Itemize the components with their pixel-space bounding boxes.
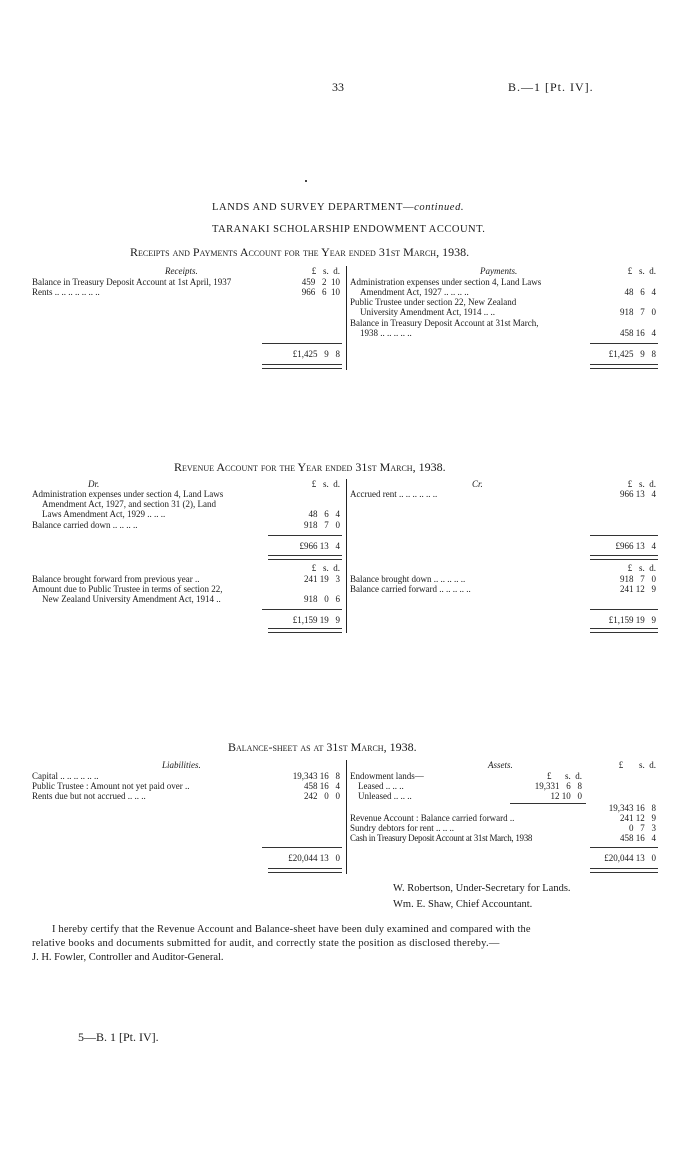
unleased-amount: 12 10 0 — [550, 791, 582, 801]
receipts-payments-title: Receipts and Payments Account for the Year ended 31st March, 1938. — [130, 245, 470, 259]
receipts-currency-head: £ s. d. — [311, 266, 340, 276]
total-rule — [262, 343, 342, 344]
double-rule — [268, 868, 342, 873]
column-divider — [346, 479, 347, 633]
column-divider — [346, 760, 347, 874]
receipt-label: Balance in Treasury Deposit Account at 1st April, 1937 — [32, 277, 232, 287]
cr-item-amount: 241 12 9 — [620, 584, 656, 594]
payment-label: 1938 .. .. .. .. .. — [360, 328, 412, 338]
dr-item-label: New Zealand University Amendment Act, 1914 .. — [42, 594, 221, 604]
liability-label: Public Trustee : Amount not yet paid over .. — [32, 781, 190, 791]
total-rule — [590, 847, 658, 848]
column-divider — [346, 266, 347, 370]
payment-label: Amendment Act, 1927 .. .. .. .. — [360, 287, 469, 297]
liability-amount: 242 0 0 — [304, 791, 340, 801]
total-rule — [590, 343, 658, 344]
department-heading: LANDS AND SURVEY DEPARTMENT—continued. — [212, 202, 465, 213]
page-number: 33 — [332, 80, 344, 94]
certification-line: relative books and documents submitted for audit, and correctly state the position as disclosed thereby.— — [32, 938, 500, 949]
revenue-title: Revenue Account for the Year ended 31st March, 1938. — [174, 460, 446, 474]
total-rule — [590, 535, 658, 536]
revenue-total2-cr: £1,159 19 9 — [608, 615, 656, 625]
revenue-total2-dr: £1,159 19 9 — [292, 615, 340, 625]
cr-item-amount: 918 7 0 — [620, 574, 656, 584]
assets-total: £20,044 13 0 — [604, 853, 656, 863]
total-rule — [262, 847, 342, 848]
dr-item-label: Balance carried down .. .. .. .. — [32, 520, 138, 530]
balance-sheet-title: Balance-sheet as at 31st March, 1938. — [228, 740, 417, 754]
certification-line: I hereby certify that the Revenue Account and Balance-sheet have been duly examined and compared with the — [52, 924, 531, 935]
payments-currency-head: £ s. d. — [627, 266, 656, 276]
leased-amount: 19,331 6 8 — [534, 781, 582, 791]
double-rule — [590, 364, 658, 369]
receipts-head: Receipts. — [165, 266, 198, 276]
page-reference: B.—1 [Pt. IV]. — [508, 80, 594, 94]
payments-total: £1,425 9 8 — [608, 349, 656, 359]
liability-amount: 19,343 16 8 — [292, 771, 340, 781]
revenue-total-dr: £966 13 4 — [299, 541, 340, 551]
dr-item-label: Balance brought forward from previous year .. — [32, 574, 200, 584]
revenue-currency-head: £ s. d. — [627, 479, 656, 489]
assets-currency-head: £ s. d. — [618, 760, 656, 770]
page-footer-ref: 5—B. 1 [Pt. IV]. — [78, 1030, 159, 1044]
endowment-lands-label: Endowment lands— — [350, 771, 424, 781]
asset-label: Sundry debtors for rent .. .. .. — [350, 823, 454, 833]
speck — [305, 180, 307, 182]
sub-currency-head: £ s. d. — [546, 771, 582, 781]
subtotal-rule — [510, 803, 586, 804]
dr-item-amount: 918 7 0 — [304, 520, 340, 530]
revenue-currency-head: £ s. d. — [627, 563, 656, 573]
cr-head: Cr. — [472, 479, 483, 489]
payment-amount: 48 6 4 — [624, 287, 656, 297]
account-name: TARANAKI SCHOLARSHIP ENDOWMENT ACCOUNT. — [212, 224, 486, 235]
liability-label: Capital .. .. .. .. .. .. — [32, 771, 99, 781]
payment-amount: 918 7 0 — [620, 307, 656, 317]
dr-item-label: Amendment Act, 1927, and section 31 (2), Land — [42, 499, 216, 509]
asset-amount: 458 16 4 — [620, 833, 656, 843]
asset-label: Revenue Account : Balance carried forward .. — [350, 813, 515, 823]
payment-label: Administration expenses under section 4, Land Laws — [350, 277, 542, 287]
double-rule — [590, 868, 658, 873]
dr-head: Dr. — [88, 479, 100, 489]
receipts-total: £1,425 9 8 — [292, 349, 340, 359]
dr-item-label: Laws Amendment Act, 1929 .. .. .. — [42, 509, 166, 519]
payment-label: Public Trustee under section 22, New Zealand — [350, 297, 517, 307]
revenue-currency-head: £ s. d. — [311, 479, 340, 489]
total-rule — [268, 535, 342, 536]
receipt-amount: 459 2 10 — [301, 277, 340, 287]
receipt-amount: 966 6 10 — [301, 287, 340, 297]
cr-item-label: Accrued rent .. .. .. .. .. .. — [350, 489, 438, 499]
double-rule — [590, 628, 658, 633]
payment-label: University Amendment Act, 1914 .. .. — [360, 307, 495, 317]
unleased-label: Unleased .. .. .. — [358, 791, 412, 801]
signature-under-secretary: W. Robertson, Under-Secretary for Lands. — [393, 883, 571, 894]
cr-item-label: Balance carried forward .. .. .. .. .. — [350, 584, 471, 594]
double-rule — [268, 628, 342, 633]
liability-amount: 458 16 4 — [304, 781, 340, 791]
payments-head: Payments. — [480, 266, 518, 276]
liability-label: Rents due but not accrued .. .. .. — [32, 791, 146, 801]
liabilities-head: Liabilities. — [162, 760, 201, 770]
asset-label: Cash in Treasury Deposit Account at 31st March, 1938 — [350, 833, 533, 843]
liabilities-total: £20,044 13 0 — [288, 853, 340, 863]
dr-item-amount: 241 19 3 — [304, 574, 340, 584]
revenue-currency-head: £ s. d. — [311, 563, 340, 573]
revenue-total-cr: £966 13 4 — [615, 541, 656, 551]
signature-chief-accountant: Wm. E. Shaw, Chief Accountant. — [393, 899, 533, 910]
payment-label: Balance in Treasury Deposit Account at 31st March, — [350, 318, 539, 328]
cr-item-label: Balance brought down .. .. .. .. .. — [350, 574, 466, 584]
dr-item-label: Amount due to Public Trustee in terms of section 22, — [32, 584, 223, 594]
dr-item-amount: 918 0 6 — [304, 594, 340, 604]
dr-item-amount: 48 6 4 — [308, 509, 340, 519]
double-rule — [590, 555, 658, 560]
double-rule — [268, 555, 342, 560]
endowment-total: 19,343 16 8 — [608, 803, 656, 813]
asset-amount: 241 12 9 — [620, 813, 656, 823]
total-rule — [590, 609, 658, 610]
asset-amount: 0 7 3 — [629, 823, 656, 833]
receipt-label: Rents .. .. .. .. .. .. .. — [32, 287, 100, 297]
dr-item-label: Administration expenses under section 4, Land Laws — [32, 489, 224, 499]
assets-head: Assets. — [488, 760, 513, 770]
cr-item-amount: 966 13 4 — [620, 489, 656, 499]
certification-signatory: J. H. Fowler, Controller and Auditor-General. — [32, 952, 224, 963]
payment-amount: 458 16 4 — [620, 328, 656, 338]
leased-label: Leased .. .. .. — [358, 781, 404, 791]
double-rule — [262, 364, 342, 369]
total-rule — [262, 609, 342, 610]
